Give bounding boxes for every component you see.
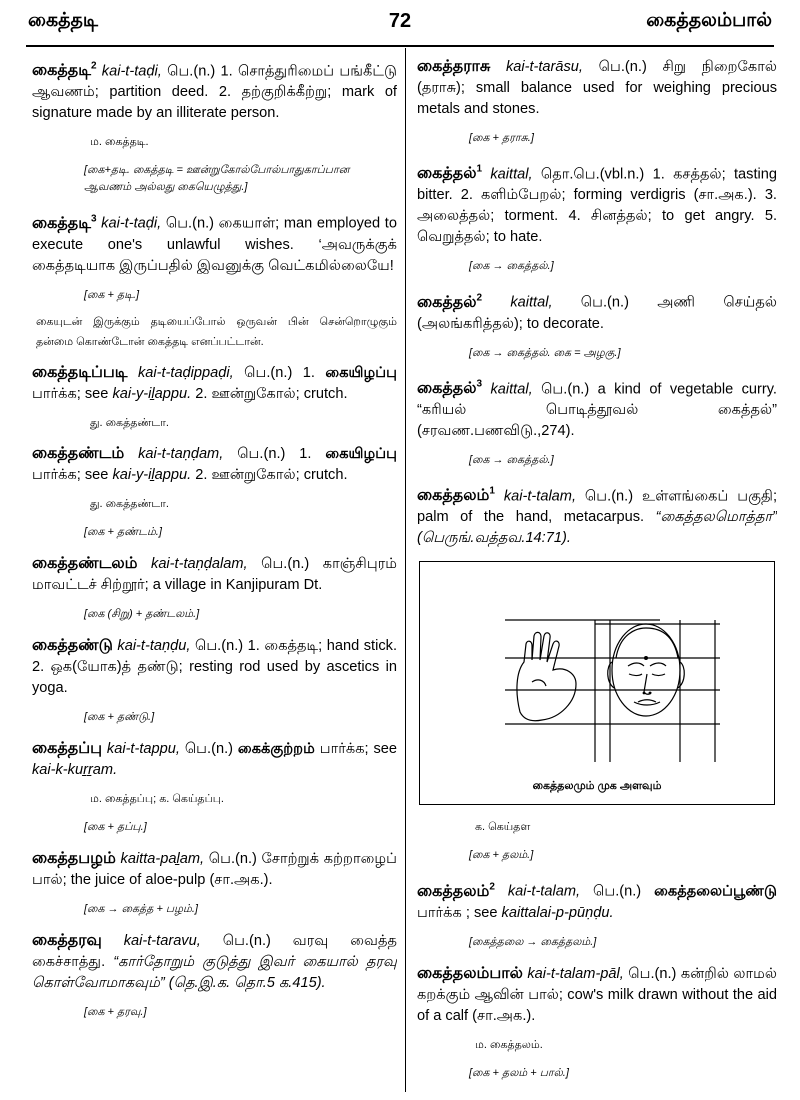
left-column	[32, 56, 397, 1092]
citation: “கைத்தலமொத்தா” (பெருங்.வத்தவ.14:71).	[417, 509, 777, 547]
etymology: [கை (சிறு) + தண்டலம்.]	[84, 607, 200, 620]
definition: பெ.(n.) கையாள்; man employed to execute one's unlawful wishes. ‘அவருக்குக் கைத்தடியாக இருப்பதில் இவனுக்கு வெட்கமில்லையே!	[32, 215, 397, 274]
definition: பெ.(n.) சோற்றுக் கற்றாழைப் பால்; the juice of aloe-pulp (சா.அக.).	[32, 850, 397, 888]
etymology: [கை + தண்டு.]	[84, 710, 155, 723]
etymology: [கை + தரவு.]	[84, 1005, 147, 1018]
column-divider	[405, 48, 406, 1092]
figure-caption: கைத்தலமும் முக அளவும்	[532, 780, 662, 793]
transliteration: kai-t-talam-pāl,	[527, 965, 624, 982]
etymology: [கை → கைத்தல்.]	[469, 453, 554, 466]
definition: பெ.(n.) 1. கைத்தடி; hand stick. 2. ஒக(யோக)த் தண்டு; resting rod used by ascetics in yoga.	[32, 637, 397, 696]
entry	[32, 553, 397, 596]
definition: பெ.(n.) வரவு வைத்த கைச்சாத்து.	[32, 932, 397, 970]
cognate-line: ம. கைத்தடி.	[90, 136, 149, 149]
entry	[32, 635, 397, 699]
illustration-figure	[419, 561, 775, 805]
entry	[32, 208, 397, 276]
note: கையுடன் இருக்கும் தடியைப்போல் ஒருவன் பின் சென்றொழுகும் தன்மை கொண்டோன் கைத்தடி எனப்பட்டான்.	[36, 315, 397, 348]
etymology: [கை + தராசு.]	[469, 132, 534, 144]
headword: கைத்தண்டு	[32, 636, 113, 654]
cognate-line: ம. கைத்தலம்.	[475, 1038, 543, 1051]
transliteration: kai-t-talam,	[507, 883, 581, 900]
entry	[417, 481, 777, 549]
cross-reference: கையிழப்பு	[325, 364, 397, 381]
headword: கைத்தல்$^3$	[417, 378, 483, 397]
transliteration: kai-t-tappu,	[106, 740, 180, 757]
entry: கைத்தண்டம் kai-t-taṇḍam, பெ.(n.) 1. கையிழப்பு பார்க்க; see kai-y-iḻappu. 2. ஊன்றுகோல்; crutch.	[32, 444, 397, 483]
right-column	[417, 56, 777, 1092]
definition: தொ.பெ.(vbl.n.) 1. கசத்தல்; tasting bitter. 2. களிம்பேறல்; forming verdigris (சா.அக.). 3. அலைத்தல்; torment. 4. சினத்தல்; to get angry. 5. வெறுத்தல்; to hate.	[417, 166, 777, 246]
citation: “கார்தோறும் குடுத்து இவர் கையால் தரவு கொள்வோமாகவும்” (தெ.இ.க. தொ.5 க.415).	[32, 953, 397, 991]
headword: கைத்தல்$^1$	[417, 164, 483, 183]
page-number: 72	[388, 10, 412, 32]
cross-reference: கையிழப்பு	[325, 445, 397, 462]
headword: கைத்தடி$^2$	[32, 61, 97, 80]
entry	[417, 159, 777, 248]
transliteration: kai-t-taṇḍu,	[117, 637, 191, 654]
etymology: [கை + தலம் + பால்.]	[469, 1066, 569, 1079]
transliteration: kai-t-tarāsu,	[505, 59, 583, 75]
etymology: [கை → கைத்த + பழம்.]	[84, 902, 198, 915]
headword: கைத்தடிப்படி	[32, 363, 128, 381]
transliteration: kaittal,	[490, 380, 533, 397]
cross-reference: கைக்குற்றம்	[237, 740, 315, 757]
cognate-line: து. கைத்தண்டா.	[90, 497, 169, 510]
definition: பெ.(n.) a kind of vegetable curry. “கரியல் பொடித்தூவல் கைத்தல்” (சரவண.பணவிடு.,274).	[417, 380, 777, 439]
definition: பெ.(n.) 1. சொத்துரிமைப் பங்கீட்டு ஆவணம்; partition deed. 2. தற்குறிக்கீற்று; mark of signature made by an illiterate person.	[32, 63, 397, 122]
cognate-line: து. கைத்தண்டா.	[90, 416, 169, 429]
etymology: [கை+தடி. கைத்தடி = ஊன்றுகோல்போல்பாதுகாப்பான ஆவணம் அல்லது கையெழுத்து.]	[84, 164, 350, 194]
etymology: [கை + தடி.]	[84, 288, 140, 301]
etymology: [கை → கைத்தல்.]	[469, 260, 554, 273]
headword: கைத்தண்டம்	[32, 444, 125, 462]
cross-reference: கைத்தலைப்பூண்டு	[654, 883, 777, 900]
headword: கைத்தப்பு	[32, 739, 103, 757]
palm-and-face-drawing	[420, 562, 776, 806]
headword: கைத்தல்$^2$	[417, 292, 483, 311]
entry	[32, 56, 397, 124]
definition: பெ.(n.) சிறு நிறைகோல் (தராசு); small balance used for weighing precious metals and stones.	[417, 59, 777, 117]
definition: பெ.(n.) காஞ்சிபுரம் மாவட்டச் சிற்றூர்; a village in Kanjipuram Dt.	[32, 555, 397, 593]
transliteration: kai-t-taḍi,	[101, 215, 162, 232]
entry	[417, 374, 777, 442]
definition: பெ.(n.) அணி செய்தல் (அலங்கரித்தல்); to decorate.	[417, 294, 777, 332]
headword: கைத்தடி$^3$	[32, 213, 97, 232]
headword: கைத்தலம்$^2$	[417, 881, 495, 900]
headword: கைத்தலம்$^1$	[417, 485, 495, 505]
entry	[417, 56, 777, 120]
transliteration: kai-t-taṇḍam,	[138, 445, 224, 462]
cognate-line: ம. கைத்தப்பு; க. கெய்தப்பு.	[90, 792, 224, 805]
cognate-line: க. கெய்தள	[475, 821, 531, 834]
page-header	[28, 10, 772, 40]
entry	[417, 963, 777, 1027]
transliteration: kai-t-taḍi,	[101, 63, 162, 80]
header-rule	[26, 45, 774, 47]
headword: கைத்தராசு	[417, 58, 491, 75]
transliteration: kaittal,	[510, 294, 553, 311]
entry	[32, 930, 397, 994]
transliteration: kai-t-taravu,	[123, 932, 201, 949]
headword: கைத்தபழம்	[32, 849, 116, 867]
etymology: [கை → கைத்தல். கை = அழகு.]	[469, 346, 621, 359]
headword: கைத்தலம்பால்	[417, 964, 523, 982]
entry: கைத்தப்பு kai-t-tappu, பெ.(n.) கைக்குற்றம் பார்க்க; see kai-k-kuṟṟam.	[32, 739, 397, 778]
transliteration: kaitta-paḻam,	[120, 850, 205, 867]
definition: பெ.(n.) உள்ளங்கைப் பகுதி; palm of the hand, metacarpus.	[417, 488, 777, 526]
entry: கைத்தலம்$^2$ kai-t-talam, பெ.(n.) கைத்தலைப்பூண்டு பார்க்க ; see kaittalai-p-pūṇḍu.	[417, 881, 777, 921]
entry	[417, 287, 777, 334]
etymology: [கை + தண்டம்.]	[84, 525, 162, 538]
transliteration: kai-t-talam,	[503, 488, 577, 505]
etymology: [கைத்தலை → கைத்தலம்.]	[469, 935, 597, 948]
etymology: [கை + தப்பு.]	[84, 820, 147, 833]
transliteration: kai-t-taṇḍalam,	[151, 555, 248, 572]
transliteration: kaittal,	[490, 166, 533, 183]
headword: கைத்தண்டலம்	[32, 554, 138, 572]
etymology: [கை + தலம்.]	[469, 849, 534, 862]
transliteration: kai-t-taḍippaḍi,	[137, 364, 234, 381]
header-left-guide-word: கைத்தடி	[28, 10, 99, 31]
definition: பெ.(n.) கன்றில் லாமல் கறக்கும் ஆவின் பால்; cow's milk drawn without the aid of a calf (சா.அக.).	[417, 965, 777, 1024]
header-right-guide-word: கைத்தலம்பால்	[646, 10, 772, 31]
entry	[32, 848, 397, 891]
entry: கைத்தடிப்படி kai-t-taḍippaḍi, பெ.(n.) 1. கையிழப்பு பார்க்க; see kai-y-iḻappu. 2. ஊன்றுகோல்; crutch.	[32, 363, 397, 402]
headword: கைத்தரவு	[32, 931, 102, 949]
